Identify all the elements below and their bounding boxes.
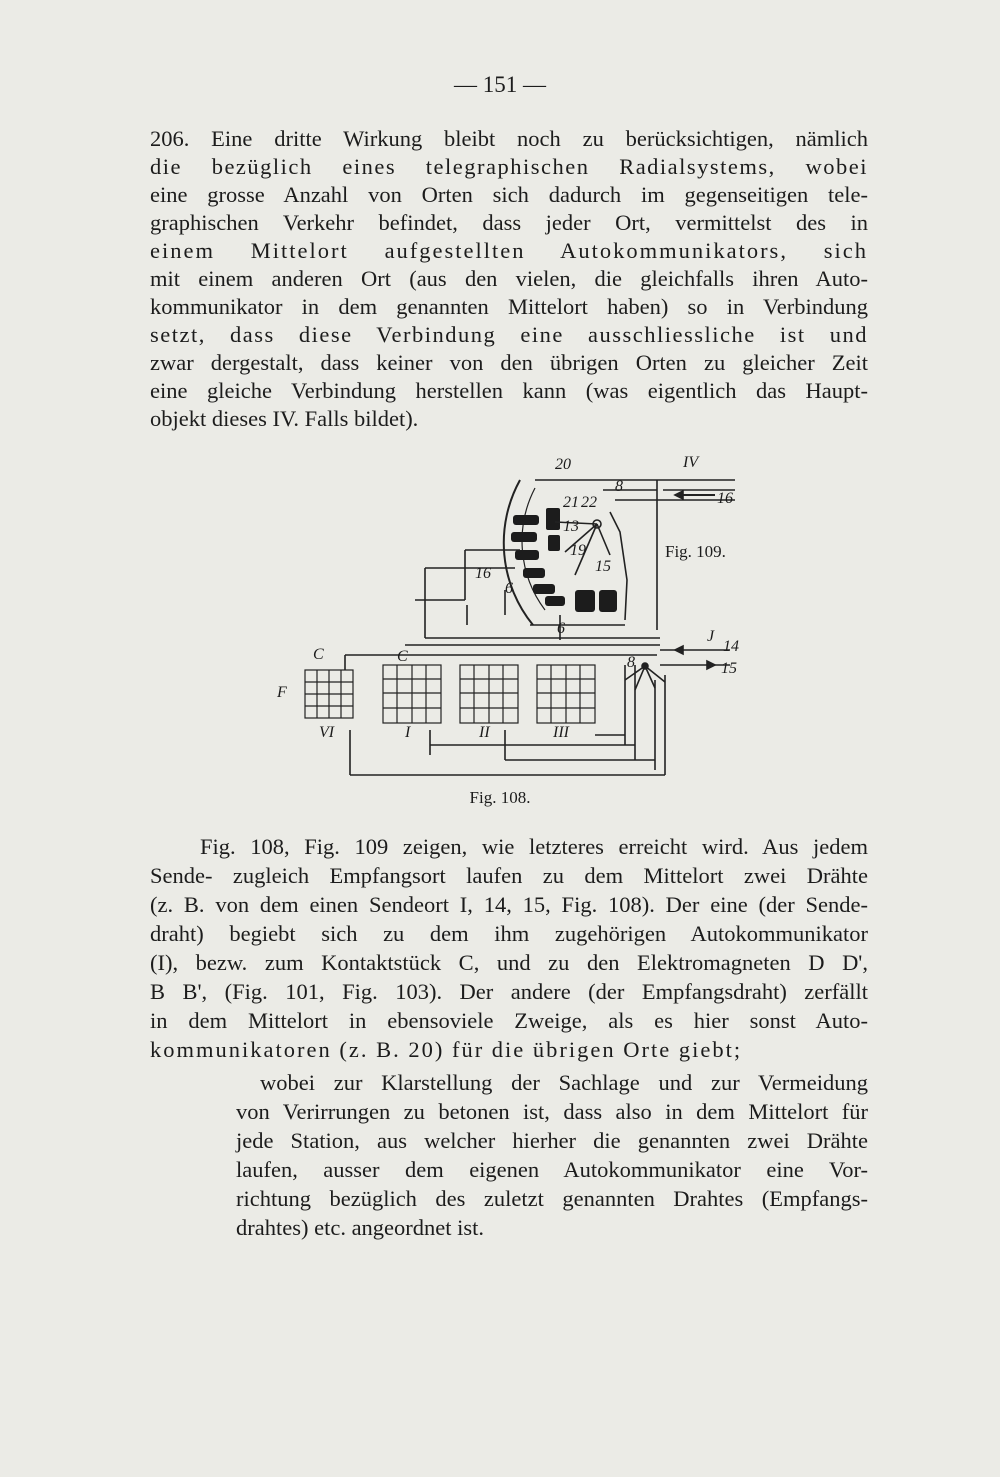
label-15b: 15 [721, 660, 737, 677]
paragraph-206 [150, 125, 868, 433]
text-line: kommunikator in dem genannten Mittelort haben) so in Verbindung [150, 294, 868, 319]
text-line: jede Station, aus welcher hierher die genannten zwei Drähte [236, 1128, 868, 1153]
text-line: graphischen Verkehr befindet, dass jeder Ort, vermittelst des in [150, 210, 868, 235]
text-line: zwar dergestalt, dass keiner von den übrigen Orten zu gleicher Zeit [150, 350, 868, 375]
text-line: in dem Mittelort in ebensoviele Zweige, als es hier sonst Auto- [150, 1008, 868, 1033]
label-J: J [707, 628, 715, 645]
label-8b: 8 [627, 654, 635, 671]
text-line: von Verirrungen zu betonen ist, dass also in dem Mittelort für [236, 1099, 868, 1124]
circuit-figure [265, 450, 745, 785]
label-F: F [277, 684, 287, 701]
text-line: kommunikatoren (z. B. 20) für die übrigen Orte giebt; [150, 1037, 743, 1062]
figure-109-caption: Fig. 109. [665, 542, 726, 561]
label-VI: VI [319, 724, 335, 741]
label-II: II [479, 724, 490, 741]
label-C-1: C [313, 646, 324, 663]
label-8: 8 [615, 478, 623, 495]
text-line: eine gleiche Verbindung herstellen kann (was eigentlich das Haupt- [150, 378, 868, 403]
text-line: (z. B. von dem einen Sendeort I, 14, 15, Fig. 108). Der eine (der Sende- [150, 892, 868, 917]
text-line: drahtes) etc. angeordnet ist. [236, 1215, 485, 1240]
label-16: 16 [717, 490, 733, 507]
label-III: III [553, 724, 569, 741]
text-line: (I), bezw. zum Kontaktstück C, und zu den Elektromagneten D D', [150, 950, 868, 975]
text-line: einem Mittelort aufgestellten Autokommunikators, sich [150, 238, 868, 263]
label-20: 20 [555, 456, 571, 473]
text-line: wobei zur Klarstellung der Sachlage und zur Vermeidung [260, 1070, 868, 1095]
text-line: B B', (Fig. 101, Fig. 103). Der andere (der Empfangsdraht) zerfällt [150, 979, 868, 1004]
label-6b: 6 [557, 620, 565, 637]
text-line: 206. Eine dritte Wirkung bleibt noch zu berücksichtigen, nämlich [150, 126, 868, 151]
label-C-2: C [397, 648, 408, 665]
circuit-diagram [265, 450, 745, 780]
paragraph-fig-description [150, 832, 868, 1064]
text-line: mit einem anderen Ort (aus den vielen, die gleichfalls ihren Auto- [150, 266, 868, 291]
text-line: Fig. 108, Fig. 109 zeigen, wie letzteres erreicht wird. Aus jedem [200, 834, 868, 859]
paragraph-clarification [236, 1068, 868, 1242]
text-line: setzt, dass diese Verbindung eine ausschliessliche ist und [150, 322, 868, 347]
label-16b: 16 [475, 565, 491, 582]
text-line: laufen, ausser dem eigenen Autokommunikator eine Vor- [236, 1157, 868, 1182]
label-14: 14 [723, 638, 739, 655]
label-6: 6 [505, 580, 513, 597]
label-15: 15 [595, 558, 611, 575]
label-22: 22 [581, 494, 597, 511]
text-line: objekt dieses IV. Falls bildet). [150, 406, 419, 431]
text-line: Sende- zugleich Empfangsort laufen zu dem Mittelort zwei Drähte [150, 863, 868, 888]
label-13: 13 [563, 518, 579, 535]
text-line: die bezüglich eines telegraphischen Radialsystems, wobei [150, 154, 868, 179]
text-line: richtung bezüglich des zuletzt genannten Drahtes (Empfangs- [236, 1186, 868, 1211]
text-line: eine grosse Anzahl von Orten sich dadurch im gegenseitigen tele- [150, 182, 868, 207]
label-19: 19 [570, 542, 586, 559]
page-number: — 151 — [454, 72, 546, 97]
text-line: draht) begiebt sich zu dem ihm zugehörigen Autokommunikator [150, 921, 868, 946]
label-21: 21 [563, 494, 579, 511]
figure-108-caption: Fig. 108. [469, 788, 531, 807]
label-IV: IV [683, 454, 699, 471]
label-I: I [405, 724, 411, 741]
